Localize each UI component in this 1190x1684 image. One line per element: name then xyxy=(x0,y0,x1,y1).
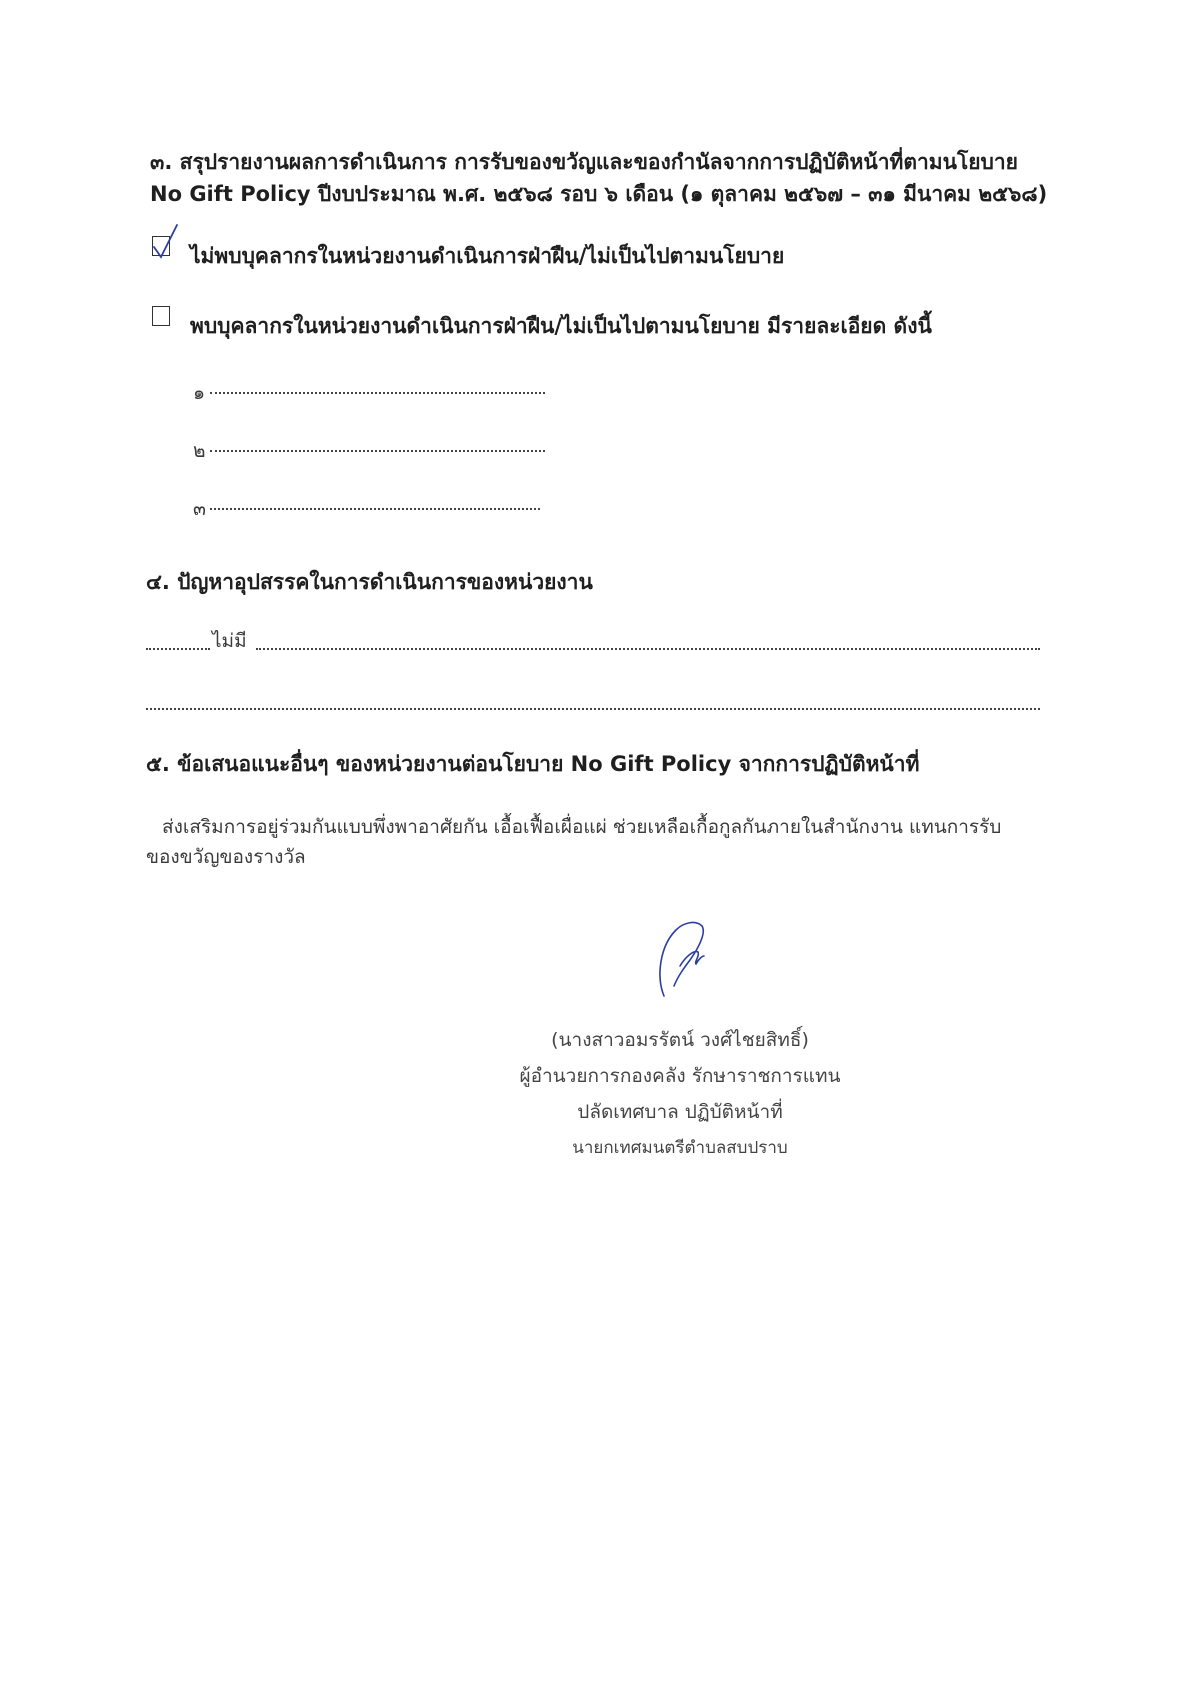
section5-body-line1: ส่งเสริมการอยู่ร่วมกันแบบพึ่งพาอาศัยกัน เอื้อเฟื้อเผื่อแผ่ ช่วยเหลือเกื้อกูลกันภายในสำนักงาน แทนการรับ xyxy=(162,816,1002,838)
section3-heading-line1: ๓. สรุปรายงานผลการดำเนินการ การรับของขวัญและของกำนัลจากการปฏิบัติหน้าที่ตามนโยบาย xyxy=(150,150,1018,174)
checkmark-icon xyxy=(151,223,181,263)
handwritten-signature xyxy=(650,916,720,1006)
section5-body-line2: ของขวัญของรางวัล xyxy=(146,846,306,868)
signature-block xyxy=(460,1022,900,1166)
signatory-title-1: ผู้อำนวยการกองคลัง รักษาราชการแทน xyxy=(519,1065,841,1087)
section3-heading-line2: No Gift Policy ปีงบประมาณ พ.ศ. ๒๕๖๘ รอบ ๖ เดือน (๑ ตุลาคม ๒๕๖๗ – ๓๑ มีนาคม ๒๕๖๘) xyxy=(150,182,1048,206)
section4-answer: ไม่มี xyxy=(212,630,247,652)
section4-line1-tail xyxy=(256,648,1040,650)
checkbox-found[interactable] xyxy=(152,306,170,326)
signatory-name: (นางสาวอมรรัตน์ วงศ์ไชยสิทธิ์) xyxy=(551,1029,809,1051)
detail-item-1-line xyxy=(210,392,545,394)
detail-item-3-line xyxy=(210,508,540,510)
section4-line2 xyxy=(146,708,1040,710)
detail-item-2-number: ๒ xyxy=(193,440,206,462)
signatory-title-3: นายกเทศมนตรีตำบลสบปราบ xyxy=(572,1138,788,1158)
checkbox-not-found[interactable] xyxy=(152,236,170,256)
section4-line1-lead xyxy=(146,648,210,650)
detail-item-2-line xyxy=(210,450,545,452)
section5-heading: ๕. ข้อเสนอแนะอื่นๆ ของหน่วยงานต่อนโยบาย No Gift Policy จากการปฏิบัติหน้าที่ xyxy=(146,752,920,776)
section4-heading: ๔. ปัญหาอุปสรรคในการดำเนินการของหน่วยงาน xyxy=(146,570,593,594)
detail-item-1-number: ๑ xyxy=(193,382,206,404)
signatory-title-2: ปลัดเทศบาล ปฏิบัติหน้าที่ xyxy=(577,1101,783,1123)
option-not-found-label: ไม่พบบุคลากรในหน่วยงานดำเนินการฝ่าฝืน/ไม่เป็นไปตามนโยบาย xyxy=(190,244,785,268)
detail-item-3-number: ๓ xyxy=(193,498,206,520)
option-found-label: พบบุคลากรในหน่วยงานดำเนินการฝ่าฝืน/ไม่เป็นไปตามนโยบาย มีรายละเอียด ดังนี้ xyxy=(190,314,932,338)
